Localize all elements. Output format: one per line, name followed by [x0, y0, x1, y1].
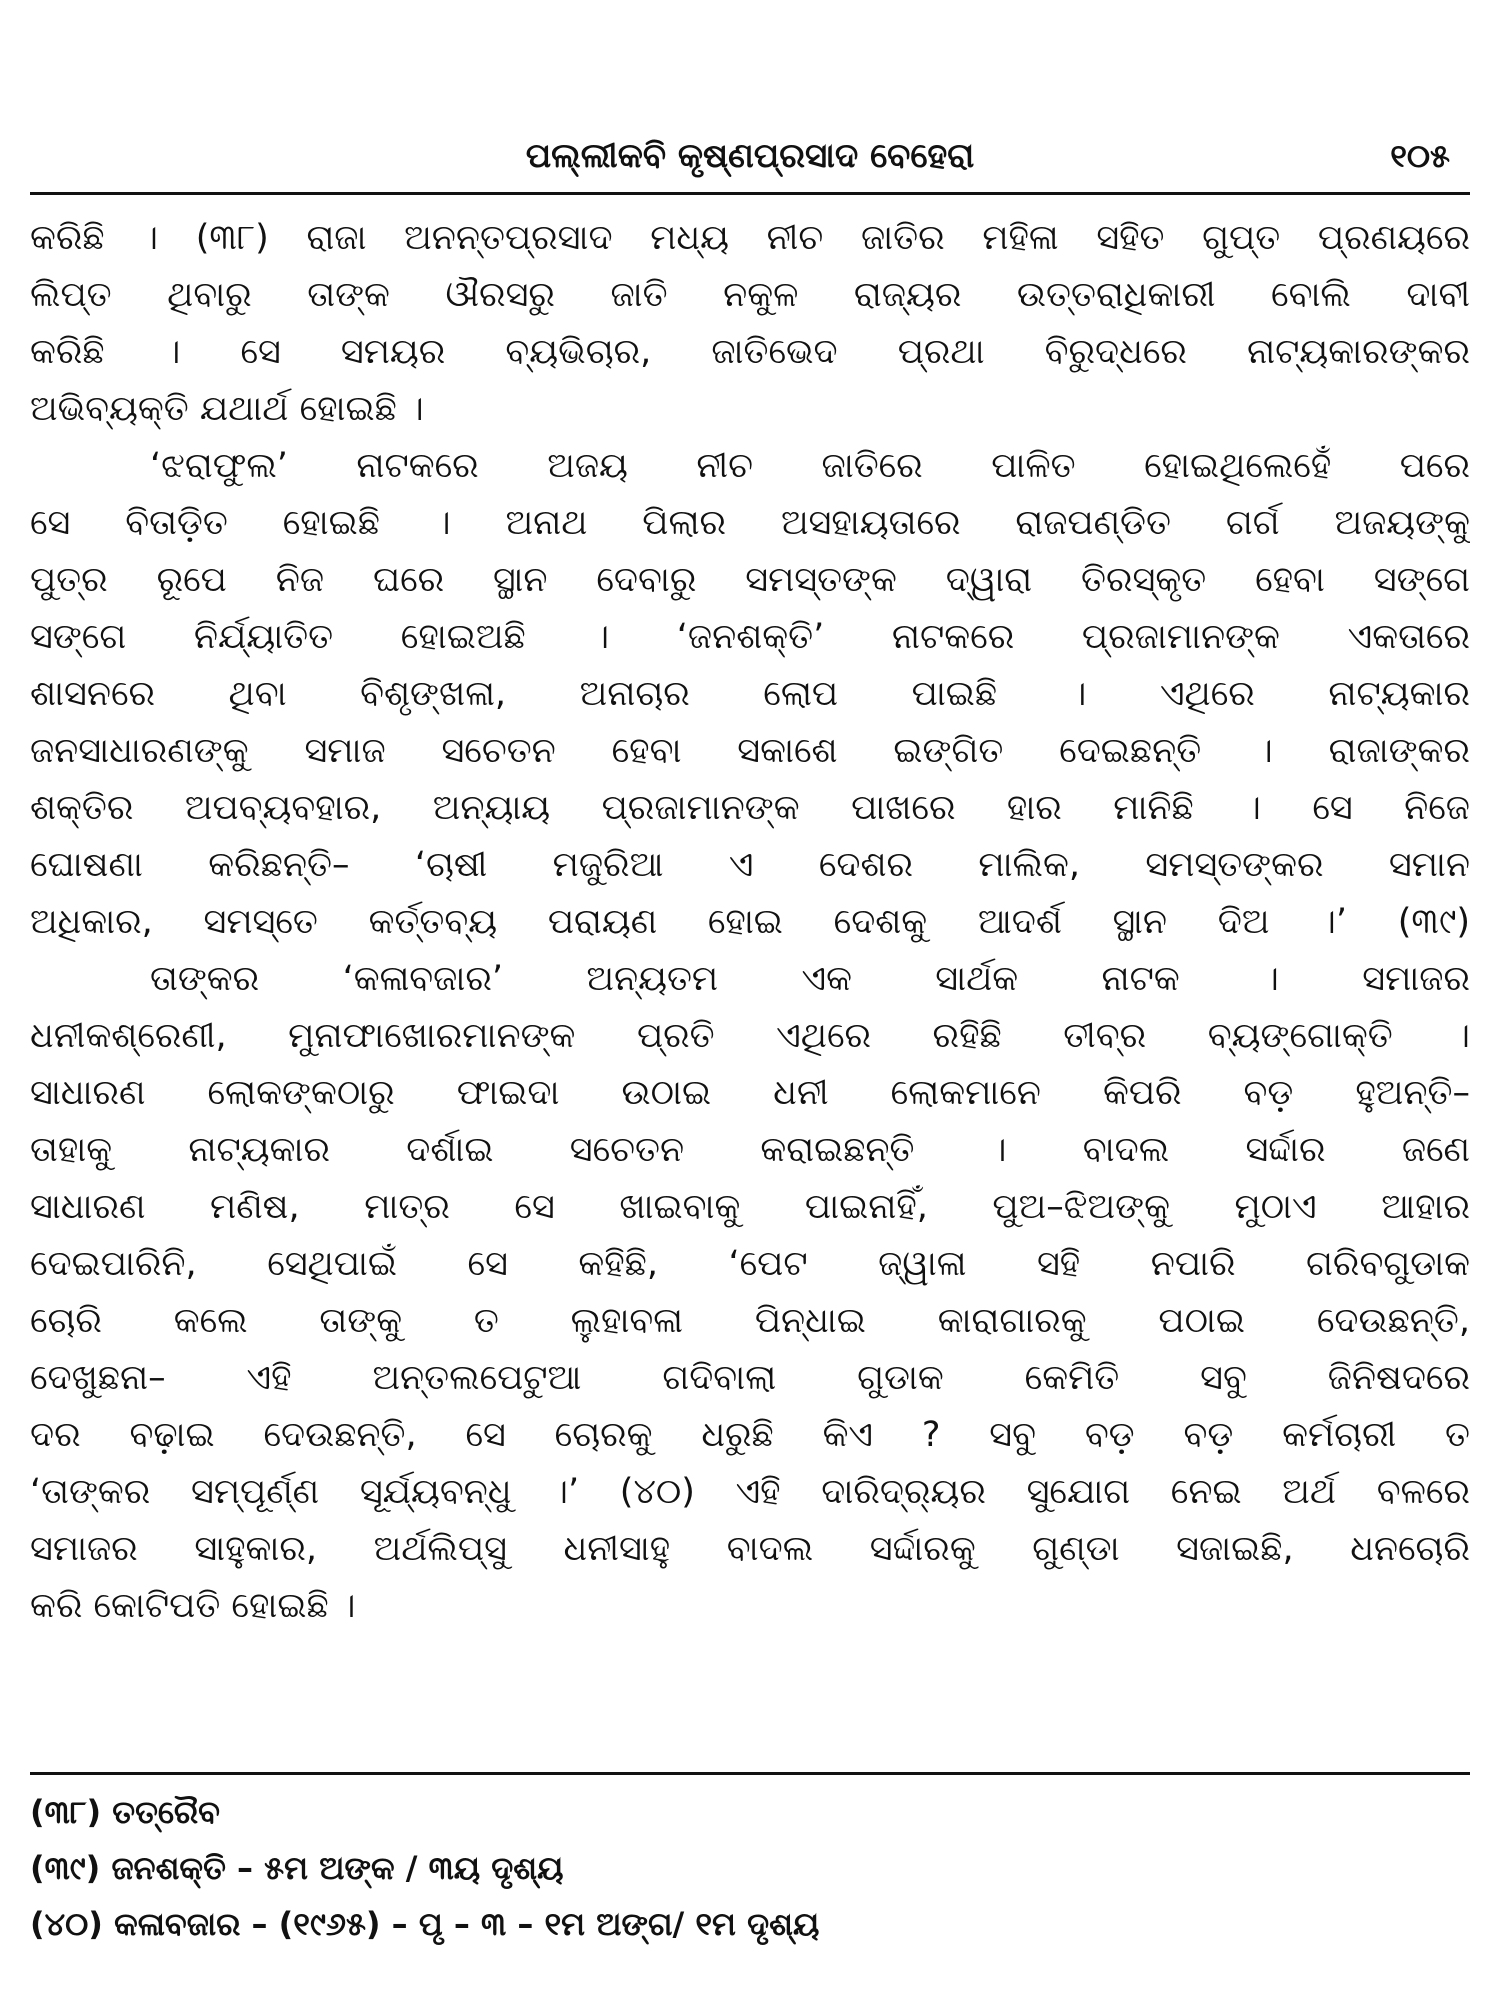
text-line: ଦେଖୁଛନା– ଏହି ଅନ୍ତଲପେଟୁଆ ଗଦିବାଲା ଗୁଡାକ କେମିତି ସବୁ ଜିନିଷଦରେ [30, 1358, 1470, 1398]
footnote-38: (୩୮) ତତ୍ରୈବ [30, 1793, 220, 1831]
text-line: ଚୋରି କଲେ ତାଙ୍କୁ ତ ଲୁହାବଳା ପିନ୍ଧାଇ କାରାଗାରକୁ ପଠାଇ ଦେଉଛନ୍ତି, [30, 1301, 1470, 1341]
text-line: ଧନୀକଶ୍ରେଣୀ, ମୁନାଫାଖୋରମାନଙ୍କ ପ୍ରତି ଏଥିରେ ରହିଛି ତୀବ୍ର ବ୍ୟଙ୍ଗୋକ୍ତି । [30, 1016, 1470, 1056]
footnote-39: (୩୯) ଜନଶକ୍ତି – ୫ମ ଅଙ୍କ / ୩ୟ ଦୃଶ୍ୟ [30, 1849, 564, 1887]
text-line: ‘ଝରାଫୁଲ’ ନାଟକରେ ଅଜୟ ନୀଚ ଜାତିରେ ପାଳିତ ହୋଇଥିଲେହେଁ ପରେ [150, 446, 1470, 486]
footnotes [30, 1784, 1470, 1952]
text-line: ଜନସାଧାରଣଙ୍କୁ ସମାଜ ସଚେତନ ହେବା ସକାଶେ ଇଙ୍ଗିତ ଦେଇଛନ୍ତି । ରାଜାଙ୍କର [30, 731, 1470, 771]
text-line: ତାହାକୁ ନାଟ୍ୟକାର ଦର୍ଶାଇ ସଚେତନ କରାଇଛନ୍ତି । ବାଦଲ ସର୍ଦ୍ଦାର ଜଣେ [30, 1130, 1470, 1170]
text-line: ସାଧାରଣ ଲୋକଙ୍କଠାରୁ ଫାଇଦା ଉଠାଇ ଧନୀ ଲୋକମାନେ କିପରି ବଡ଼ ହୁଅନ୍ତି– [30, 1073, 1470, 1113]
text-line: କରି କୋଟିପତି ହୋଇଛି । [30, 1586, 356, 1626]
text-line: ଅଭିବ୍ୟକ୍ତି ଯଥାର୍ଥ ହୋଇଛି । [30, 389, 424, 429]
header-rule [30, 192, 1470, 195]
text-line: ଦର ବଢ଼ାଇ ଦେଉଛନ୍ତି, ସେ ଚୋରକୁ ଧରୁଛି କିଏ ? ସବୁ ବଡ଼ ବଡ଼ କର୍ମଚାରୀ ତ [30, 1415, 1470, 1455]
page-number: ୧୦୫ [1390, 137, 1450, 175]
text-line: କରିଛି । ସେ ସମୟର ବ୍ୟଭିଚାର, ଜାତିଭେଦ ପ୍ରଥା ବିରୁଦ୍ଧରେ ନାଟ୍ୟକାରଙ୍କର [30, 332, 1470, 372]
text-line: କରିଛି । (୩୮) ରାଜା ଅନନ୍ତପ୍ରସାଦ ମଧ୍ୟ ନୀଚ ଜାତିର ମହିଳା ସହିତ ଗୁପ୍ତ ପ୍ରଣୟରେ [30, 218, 1470, 258]
running-header [30, 128, 1470, 184]
text-line: ପୁତ୍ର ରୂପେ ନିଜ ଘରେ ସ୍ଥାନ ଦେବାରୁ ସମସ୍ତଙ୍କ ଦ୍ୱାରା ତିରସ୍କୃତ ହେବା ସଙ୍ଗେ [30, 560, 1470, 600]
footnote-rule [30, 1772, 1470, 1775]
text-line: ତାଙ୍କର ‘କଳାବଜାର’ ଅନ୍ୟତମ ଏକ ସାର୍ଥକ ନାଟକ । ସମାଜର [150, 959, 1470, 999]
text-line: ଶାସନରେ ଥିବା ବିଶୃଙ୍ଖଳା, ଅନାଚାର ଲୋପ ପାଇଛି । ଏଥିରେ ନାଟ୍ୟକାର [30, 674, 1470, 714]
running-title: ପଲ୍ଲୀକବି କୃଷ୍ଣପ୍ରସାଦ ବେହେରା [525, 136, 975, 176]
text-line: ଘୋଷଣା କରିଛନ୍ତି– ‘ଚାଷୀ ମଜୁରିଆ ଏ ଦେଶର ମାଲିକ, ସମସ୍ତଙ୍କର ସମାନ [30, 845, 1470, 885]
text-line: ସାଧାରଣ ମଣିଷ, ମାତ୍ର ସେ ଖାଇବାକୁ ପାଇନାହିଁ, ପୁଅ–ଝିଅଙ୍କୁ ମୁଠାଏ ଆହାର [30, 1187, 1470, 1227]
text-line: ଅଧିକାର, ସମସ୍ତେ କର୍ତ୍ତବ୍ୟ ପରାୟଣ ହୋଇ ଦେଶକୁ ଆଦର୍ଶ ସ୍ଥାନ ଦିଅ ।’ (୩୯) [30, 902, 1470, 942]
text-line: ସମାଜର ସାହୁକାର, ଅର୍ଥଲିପ୍ସୁ ଧନୀସାହୁ ବାଦଲ ସର୍ଦ୍ଦାରକୁ ଗୁଣ୍ଡା ସଜାଇଛି, ଧନଚୋରି [30, 1529, 1470, 1569]
text-line: ଶକ୍ତିର ଅପବ୍ୟବହାର, ଅନ୍ୟାୟ ପ୍ରଜାମାନଙ୍କ ପାଖରେ ହାର ମାନିଛି । ସେ ନିଜେ [30, 788, 1470, 828]
text-line: ସେ ବିତାଡ଼ିତ ହୋଇଛି । ଅନାଥ ପିଲାର ଅସହାୟତାରେ ରାଜପଣ୍ଡିତ ଗର୍ଗ ଅଜୟଙ୍କୁ [30, 503, 1470, 543]
text-line: ଦେଇପାରିନି, ସେଥିପାଇଁ ସେ କହିଛି, ‘ପେଟ ଜ୍ୱାଳା ସହି ନପାରି ଗରିବଗୁଡାକ [30, 1244, 1470, 1284]
text-line: ‘ତାଙ୍କର ସମ୍ପୂର୍ଣ୍ଣ ସୂର୍ଯ୍ୟବନ୍ଧୁ ।’ (୪୦) ଏହି ଦାରିଦ୍ର୍ୟର ସୁଯୋଗ ନେଇ ଅର୍ଥ ବଳରେ [30, 1472, 1470, 1512]
footnote-40: (୪୦) କଳାବଜାର – (୧୯୬୫) – ପୃ – ୩ – ୧ମ ଅଙ୍ଗ/ ୧ମ ଦୃଶ୍ୟ [30, 1905, 820, 1943]
text-line: ସଙ୍ଗେ ନିର୍ଯ୍ୟାତିତ ହୋଇଅଛି । ‘ଜନଶକ୍ତି’ ନାଟକରେ ପ୍ରଜାମାନଙ୍କ ଏକତାରେ [30, 617, 1470, 657]
body-text [30, 210, 1470, 1635]
text-line: ଲିପ୍ତ ଥିବାରୁ ତାଙ୍କ ଔରସରୁ ଜାତି ନକୁଳ ରାଜ୍ୟର ଉତ୍ତରାଧିକାରୀ ବୋଲି ଦାବୀ [30, 275, 1470, 315]
